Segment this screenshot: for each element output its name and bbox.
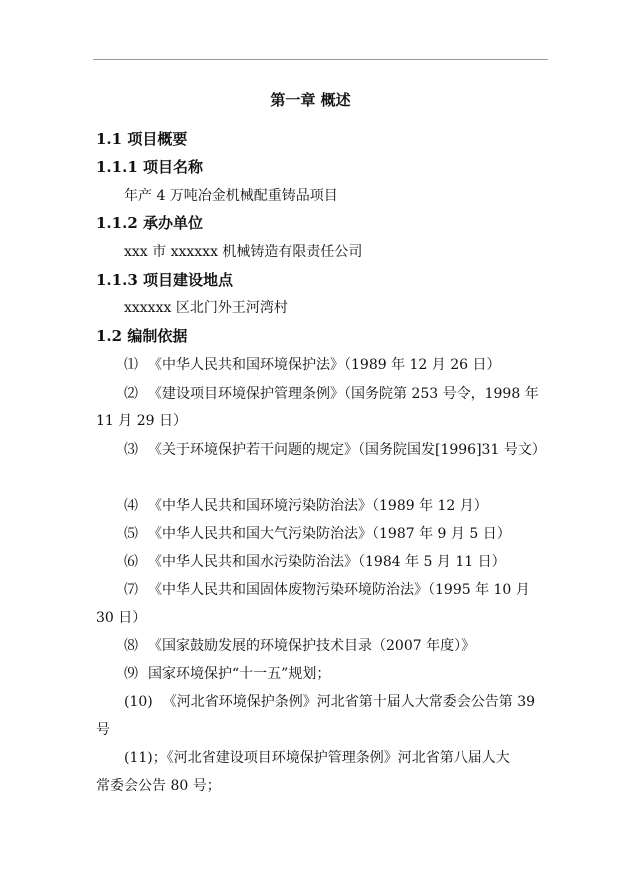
basis-item-text: 《中华人民共和国大气污染防治法》（1987 年 9 月 5 日） bbox=[148, 526, 511, 542]
basis-item-text: 《中华人民共和国环境污染防治法》（1989 年 12 月） bbox=[148, 498, 488, 514]
basis-item-text: 《中华人民共和国固体废物污染环境防治法》（1995 年 10 月 bbox=[148, 582, 530, 598]
basis-item-number: ⑼ bbox=[124, 666, 138, 682]
basis-item-continuation bbox=[96, 411, 187, 431]
basis-item-number: ⑸ bbox=[124, 526, 138, 542]
basis-item-text: 《建设项目环境保护管理条例》（国务院第 253 号令，1998 年 bbox=[148, 386, 539, 402]
basis-item-text: 11 月 29 日） bbox=[96, 413, 187, 429]
basis-item-continuation bbox=[96, 720, 110, 740]
section-1-2-heading: 1.2 编制依据 bbox=[96, 327, 188, 345]
basis-item-number: ⑴ bbox=[124, 357, 138, 373]
chapter-title: 第一章 概述 bbox=[270, 91, 351, 109]
section-1-1-3-heading: 1.1.3 项目建设地点 bbox=[96, 271, 233, 289]
basis-item-number: ⑹ bbox=[124, 554, 138, 570]
basis-item bbox=[124, 580, 530, 600]
basis-item-text: 国家环境保护“十一五”规划； bbox=[148, 666, 331, 682]
basis-item bbox=[124, 440, 546, 460]
basis-item-number: ⑷ bbox=[124, 498, 138, 514]
basis-item bbox=[124, 355, 501, 375]
basis-item-text: 《关于环境保护若干问题的规定》（国务院国发[1996]31 号文） bbox=[148, 442, 546, 458]
basis-item-text: 《河北省环境保护条例》河北省第十届人大常委会公告第 39 bbox=[162, 694, 536, 710]
basis-item-text: 号 bbox=[96, 722, 110, 738]
basis-item-continuation bbox=[96, 776, 221, 796]
basis-item bbox=[124, 384, 539, 404]
basis-item bbox=[124, 636, 475, 656]
header-rule bbox=[93, 59, 548, 60]
basis-item-text: 《河北省建设项目环境保护管理条例》河北省第八届人大 bbox=[166, 750, 510, 766]
organization-name: xxx 市 xxxxxx 机械铸造有限责任公司 bbox=[124, 244, 363, 260]
basis-item bbox=[124, 748, 510, 768]
basis-item-number: ⑺ bbox=[124, 582, 138, 598]
section-1-1-1-heading: 1.1.1 项目名称 bbox=[96, 158, 203, 176]
section-1-1-2-heading: 1.1.2 承办单位 bbox=[96, 214, 203, 232]
basis-item bbox=[124, 496, 488, 516]
basis-item-text: 30 日） bbox=[96, 610, 147, 626]
basis-item bbox=[124, 552, 506, 572]
basis-item-number: ⑶ bbox=[124, 442, 138, 458]
basis-item-text: 常委会公告 80 号； bbox=[96, 778, 221, 794]
basis-item-continuation bbox=[96, 608, 146, 628]
basis-item-number: (11)； bbox=[124, 750, 167, 766]
section-1-1-heading: 1.1 项目概要 bbox=[96, 130, 188, 148]
basis-item-number: ⑻ bbox=[124, 638, 138, 654]
basis-item-number: ⑵ bbox=[124, 386, 138, 402]
basis-item bbox=[124, 664, 330, 684]
project-name: 年产 4 万吨冶金机械配重铸品项目 bbox=[124, 188, 338, 204]
basis-item-text: 《中华人民共和国环境保护法》（1989 年 12 月 26 日） bbox=[148, 357, 501, 373]
basis-item bbox=[124, 692, 535, 712]
basis-item-number: (10) bbox=[124, 694, 153, 710]
site-location: xxxxxx 区北门外王河湾村 bbox=[124, 300, 288, 316]
basis-item bbox=[124, 524, 511, 544]
basis-item-text: 《中华人民共和国水污染防治法》（1984 年 5 月 11 日） bbox=[148, 554, 506, 570]
basis-item-text: 《国家鼓励发展的环境保护技术目录（2007 年度）》 bbox=[148, 638, 476, 654]
